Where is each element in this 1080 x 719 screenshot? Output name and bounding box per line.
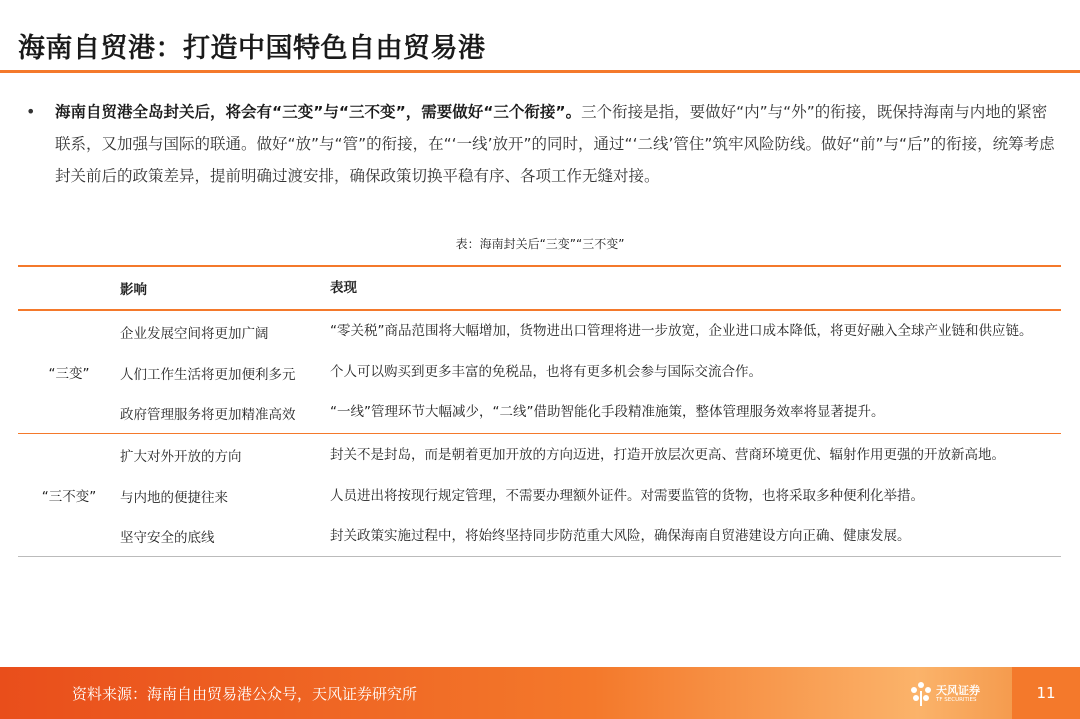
table-row [120, 311, 1061, 353]
table-row [120, 434, 1061, 476]
intro-text: 三个衔接是指，要做好“内”与“外”的衔接，既保持海南与内地的紧密联系，又加强与国际的联通。做好“放”与“管”的衔接，在“‘一线’放开”的同时，通过“‘二线’管住”筑牢风险防线。做好“前”与“后”的衔接，统筹考虑封关前后的政策差异，提前明确过渡安排，确保政策切换平稳有序、各项工作无缝对接。 [55, 103, 1055, 185]
impact-table [18, 265, 1061, 557]
impact-cell: 扩大对外开放的方向 [120, 449, 242, 465]
table-row [120, 476, 1061, 516]
table-bottom-rule [18, 556, 1061, 557]
impact-cell: 企业发展空间将更加广阔 [120, 325, 269, 342]
table-row [120, 353, 1061, 393]
title-divider [0, 70, 1080, 73]
impact-cell: 政府管理服务将更加精准高效 [120, 406, 296, 423]
logo-subtext: TF SECURITIES [936, 697, 977, 703]
table-row [120, 516, 1061, 556]
impact-cell: 与内地的便捷往来 [120, 490, 228, 506]
impact-cell: 坚守安全的底线 [120, 530, 215, 546]
group-label: “三不变” [41, 489, 97, 505]
header-cell-impact: 影响 [120, 282, 147, 298]
intro-bold-text: 海南自贸港全岛封关后，将会有“三变”与“三不变”，需要做好“三个衔接”。 [55, 103, 582, 121]
table-caption: 表：海南封关后“三变”“三不变” [455, 237, 625, 251]
logo-flower-icon [908, 679, 934, 707]
page-title: 海南自贸港：打造中国特色自由贸易港 [18, 33, 486, 64]
table-row [120, 393, 1061, 433]
detail-cell: “一线”管理环节大幅减少，“二线”借助智能化手段精准施策，整体管理服务效率将显著提升。 [330, 404, 885, 420]
detail-cell: 封关不是封岛，而是朝着更加开放的方向迈进，打造开放层次更高、营商环境更优、辐射作用更强的开放新高地。 [330, 446, 1005, 463]
detail-cell: 个人可以购买到更多丰富的免税品，也将有更多机会参与国际交流合作。 [330, 364, 762, 380]
detail-cell: “零关税”商品范围将大幅增加，货物进出口管理将进一步放宽，企业进口成本降低，将更好融入全球产业链和供应链。 [330, 323, 1033, 339]
detail-cell: 人员进出将按现行规定管理，不需要办理额外证件。对需要监管的货物，也将采取多种便利化举措。 [330, 487, 924, 504]
bullet-icon: • [26, 102, 36, 121]
table-group-three-unchanged [18, 434, 1061, 556]
company-logo [908, 679, 1003, 709]
page-number: 11 [1012, 667, 1080, 719]
table-header-row [18, 267, 1061, 309]
impact-cell: 人们工作生活将更加便利多元 [120, 366, 296, 383]
header-cell-detail: 表现 [330, 279, 357, 296]
source-note: 资料来源：海南自由贸易港公众号，天风证券研究所 [72, 685, 418, 703]
logo-text: 天风证券 [936, 684, 980, 697]
group-label: “三变” [48, 365, 90, 382]
intro-paragraph [55, 96, 1057, 192]
detail-cell: 封关政策实施过程中，将始终坚持同步防范重大风险，确保海南自贸港建设方向正确、健康发展。 [330, 527, 911, 544]
footer-bar [0, 667, 1080, 719]
table-group-three-changes [18, 311, 1061, 433]
